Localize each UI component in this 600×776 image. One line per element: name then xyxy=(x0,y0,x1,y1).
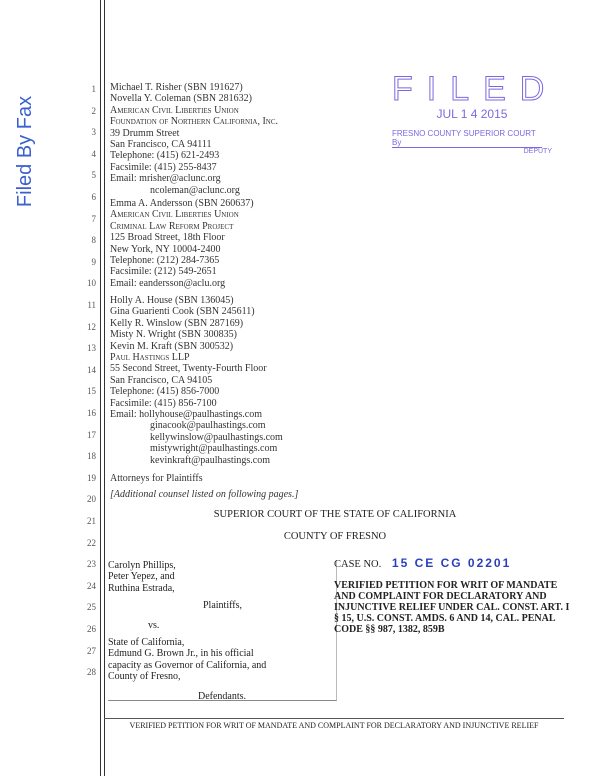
line-number: 20 xyxy=(87,494,96,505)
counsel-line: kellywinslow@paulhastings.com xyxy=(150,431,283,443)
additional-counsel-note: [Additional counsel listed on following pages.] xyxy=(110,489,299,500)
counsel-line: Facsimile: (415) 856-7100 xyxy=(110,397,217,409)
counsel-line: Criminal Law Reform Project xyxy=(110,220,234,232)
defendant: State of California, xyxy=(108,637,185,649)
plaintiff: Ruthina Estrada, xyxy=(108,582,175,594)
left-margin-rule xyxy=(100,0,101,776)
versus: vs. xyxy=(148,619,160,631)
plaintiff: Peter Yepez, and xyxy=(108,571,175,583)
filed-by: By xyxy=(392,138,542,148)
counsel-line: Michael T. Risher (SBN 191627) xyxy=(110,82,243,93)
line-number: 9 xyxy=(91,256,96,267)
line-number: 18 xyxy=(87,451,96,462)
line-number: 19 xyxy=(87,472,96,483)
filed-date: JUL 1 4 2015 xyxy=(436,107,508,121)
caption-box xyxy=(108,560,337,701)
line-number: 8 xyxy=(91,235,96,246)
line-number: 14 xyxy=(87,364,96,375)
counsel-line: San Francisco, CA 94105 xyxy=(110,374,213,386)
line-number: 26 xyxy=(87,624,96,634)
plaintiffs-label: Plaintiffs, xyxy=(203,600,242,612)
counsel-line: Paul Hastings LLP xyxy=(110,352,190,364)
counsel-line: New York, NY 10004-2400 xyxy=(110,243,221,255)
line-number: 3 xyxy=(91,127,96,138)
counsel-line: Misty N. Wright (SBN 300835) xyxy=(110,329,237,341)
filed-stamp xyxy=(392,70,559,155)
plaintiff: Carolyn Phillips, xyxy=(108,560,176,571)
defendant: County of Fresno, xyxy=(108,671,181,683)
counsel-block-aclu xyxy=(110,198,254,289)
counsel-line: ginacook@paulhastings.com xyxy=(150,420,266,432)
counsel-line: Email: hollyhouse@paulhastings.com xyxy=(110,409,262,421)
counsel-line: Email: eandersson@aclu.org xyxy=(110,277,226,289)
document-title: VERIFIED PETITION FOR WRIT OF MANDATE AND COMPLAINT FOR DECLARATORY AND INJUNCTIVE RELIEF UNDER CAL. CONST. ART. I § 15, U.S. CONST. AMDS. 6 AND 14, CAL. PENAL CODE §§ 987, 1382, 859B xyxy=(334,580,570,635)
counsel-line: 39 Drumm Street xyxy=(110,127,180,139)
defendant: Edmund G. Brown Jr., in his official xyxy=(108,648,254,660)
line-number: 22 xyxy=(87,537,96,548)
court-name: SUPERIOR COURT OF THE STATE OF CALIFORNIA xyxy=(213,509,457,520)
filed-word: FILED xyxy=(392,70,559,108)
line-number: 27 xyxy=(87,645,96,656)
counsel-line: Facsimile: (212) 549-2651 xyxy=(110,266,217,278)
counsel-line: American Civil Liberties Union xyxy=(110,104,239,116)
counsel-block-aclu-nc xyxy=(110,82,278,196)
case-no-value: 15 CE CG 02201 xyxy=(391,556,512,570)
line-number: 7 xyxy=(91,213,96,224)
line-number: 24 xyxy=(87,580,96,591)
filed-by-fax-stamp: Filed By Fax xyxy=(14,95,37,208)
page-footer: VERIFIED PETITION FOR WRIT OF MANDATE AND COMPLAINT FOR DECLARATORY AND INJUNCTIVE RELIEF xyxy=(104,718,564,730)
line-number: 21 xyxy=(87,516,96,526)
counsel-line: 55 Second Street, Twenty-Fourth Floor xyxy=(110,363,267,375)
counsel-line: mistywright@paulhastings.com xyxy=(150,443,278,455)
counsel-line: Telephone: (415) 621-2493 xyxy=(110,150,220,162)
counsel-line: Gina Guarienti Cook (SBN 245611) xyxy=(110,306,255,318)
counsel-line: Email: mrisher@aclunc.org xyxy=(110,173,221,185)
line-number: 4 xyxy=(91,148,96,159)
counsel-line: Holly A. House (SBN 136045) xyxy=(110,295,234,306)
case-no-label: CASE NO. xyxy=(334,559,382,570)
counsel-block-paul-hastings xyxy=(110,295,283,466)
line-number: 15 xyxy=(87,386,96,397)
counsel-line: Telephone: (415) 856-7000 xyxy=(110,386,220,398)
counsel-line: Emma A. Andersson (SBN 260637) xyxy=(110,198,254,209)
filed-court: FRESNO COUNTY SUPERIOR COURT xyxy=(392,129,536,138)
line-number: 16 xyxy=(87,408,96,418)
counsel-line: San Francisco, CA 94111 xyxy=(110,139,212,151)
line-number: 5 xyxy=(91,170,96,181)
counsel-line: kevinkraft@paulhastings.com xyxy=(150,454,271,466)
defendant: capacity as Governor of California, and xyxy=(108,659,267,671)
counsel-line: Facsimile: (415) 255-8437 xyxy=(110,161,217,173)
line-number: 10 xyxy=(87,278,96,289)
counsel-line: Telephone: (212) 284-7365 xyxy=(110,255,220,267)
line-number: 1 xyxy=(91,84,96,94)
counsel-line: American Civil Liberties Union xyxy=(110,209,239,221)
line-number: 11 xyxy=(87,300,96,310)
county-name: COUNTY OF FRESNO xyxy=(283,531,387,542)
line-number: 13 xyxy=(87,343,96,354)
line-number: 12 xyxy=(87,321,96,332)
counsel-line: 125 Broad Street, 18th Floor xyxy=(110,232,225,244)
filed-deputy: DEPUTY xyxy=(523,148,552,155)
case-number xyxy=(334,556,511,570)
line-number: 6 xyxy=(91,192,96,202)
line-number: 23 xyxy=(87,559,96,570)
left-margin-rule-inner xyxy=(104,0,105,776)
counsel-line: Kelly R. Winslow (SBN 287169) xyxy=(110,317,244,329)
counsel-line: Kevin M. Kraft (SBN 300532) xyxy=(110,340,234,352)
counsel-line: Foundation of Northern California, Inc. xyxy=(110,116,279,128)
line-number: 2 xyxy=(91,105,96,116)
counsel-line: Novella Y. Coleman (SBN 281632) xyxy=(110,93,252,105)
attorneys-for: Attorneys for Plaintiffs xyxy=(110,473,203,484)
defendants-label: Defendants. xyxy=(198,690,247,702)
line-number: 28 xyxy=(87,667,96,678)
counsel-line: ncoleman@aclunc.org xyxy=(150,184,240,196)
line-number: 25 xyxy=(87,602,96,613)
line-number: 17 xyxy=(87,429,96,440)
